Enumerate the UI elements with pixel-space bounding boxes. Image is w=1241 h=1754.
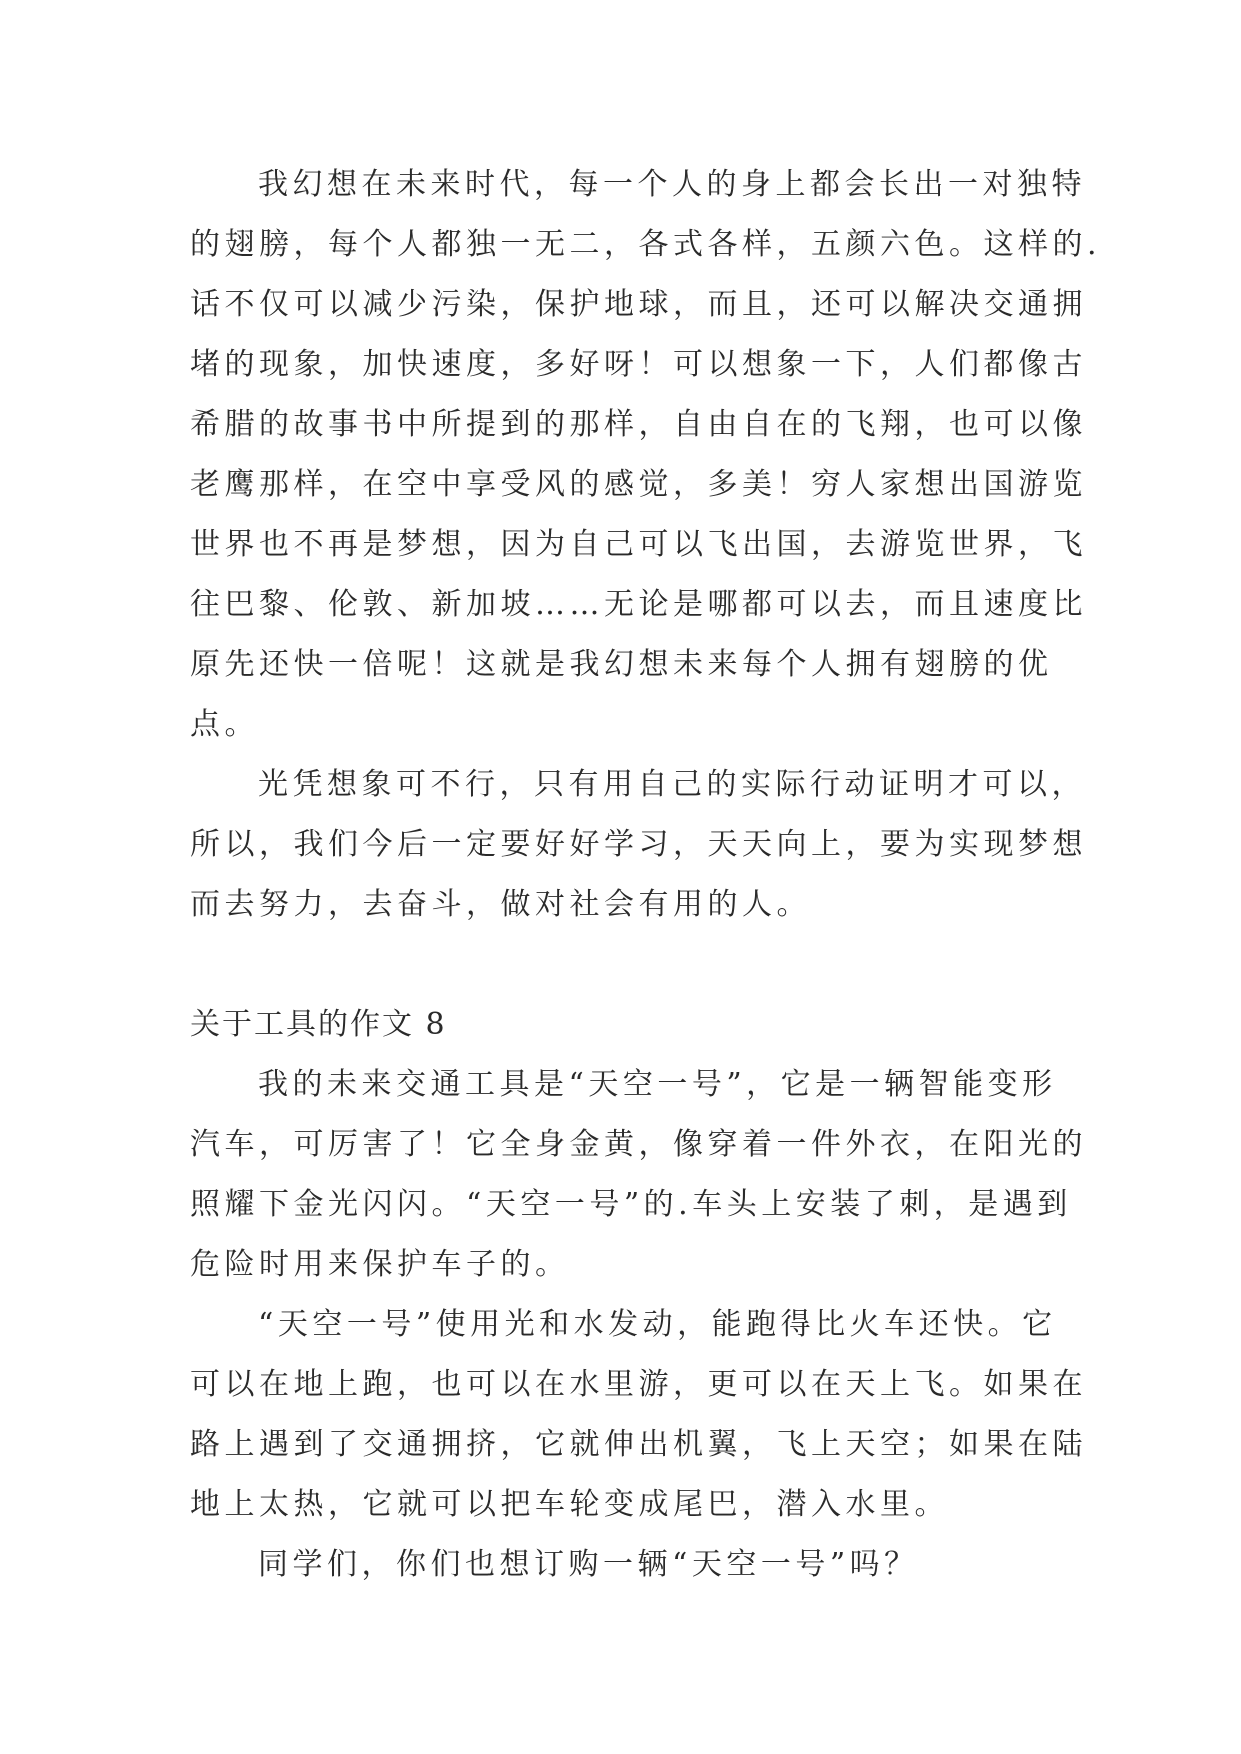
- paragraph: [190, 1295, 1087, 1535]
- text-line: 世界也不再是梦想，因为自己可以飞出国，去游览世界，飞: [190, 527, 1087, 562]
- paragraph: [190, 1535, 1050, 1595]
- text-line: 地上太热，它就可以把车轮变成尾巴，潜入水里。: [190, 1487, 949, 1522]
- text-line: 希腊的故事书中所提到的那样，自由自在的飞翔，也可以像: [190, 407, 1087, 442]
- text-line: 所以，我们今后一定要好好学习，天天向上，要为实现梦想: [190, 827, 1087, 862]
- text-line: 我的未来交通工具是“天空一号”，它是一辆智能变形: [258, 1067, 1057, 1102]
- paragraph: [190, 1055, 1087, 1295]
- section-heading: 关于工具的作文 8: [190, 1007, 447, 1042]
- text-line: 照耀下金光闪闪。“天空一号”的.车头上安装了刺，是遇到: [190, 1187, 1072, 1222]
- text-line: 光凭想象可不行，只有用自己的实际行动证明才可以，: [258, 767, 1086, 802]
- text-line: 堵的现象，加快速度，多好呀！可以想象一下，人们都像古: [190, 347, 1087, 382]
- text-line: 而去努力，去奋斗，做对社会有用的人。: [190, 887, 811, 922]
- text-line: 点。: [190, 707, 259, 742]
- text-line: 可以在地上跑，也可以在水里游，更可以在天上飞。如果在: [190, 1367, 1087, 1402]
- paragraph: [190, 155, 1102, 755]
- text-line: 危险时用来保护车子的。: [190, 1247, 570, 1282]
- text-line: “天空一号”使用光和水发动，能跑得比火车还快。它: [258, 1307, 1057, 1342]
- text-line: 话不仅可以减少污染，保护地球，而且，还可以解决交通拥: [190, 287, 1087, 322]
- text-line: 原先还快一倍呢！这就是我幻想未来每个人拥有翅膀的优: [190, 647, 1053, 682]
- text-line: 老鹰那样，在空中享受风的感觉，多美！穷人家想出国游览: [190, 467, 1087, 502]
- text-line: 路上遇到了交通拥挤，它就伸出机翼，飞上天空；如果在陆: [190, 1427, 1087, 1462]
- text-line: 同学们，你们也想订购一辆“天空一号”吗？: [258, 1547, 919, 1582]
- section-spacer: [190, 935, 1050, 995]
- paragraph: [190, 755, 1087, 935]
- text-line: 往巴黎、伦敦、新加坡……无论是哪都可以去，而且速度比: [190, 587, 1087, 622]
- text-line: 我幻想在未来时代，每一个人的身上都会长出一对独特: [258, 167, 1086, 202]
- text-line: 汽车，可厉害了！它全身金黄，像穿着一件外衣，在阳光的: [190, 1127, 1087, 1162]
- document-page: [190, 155, 1102, 1595]
- text-line: 的翅膀，每个人都独一无二，各式各样，五颜六色。这样的.: [190, 227, 1102, 262]
